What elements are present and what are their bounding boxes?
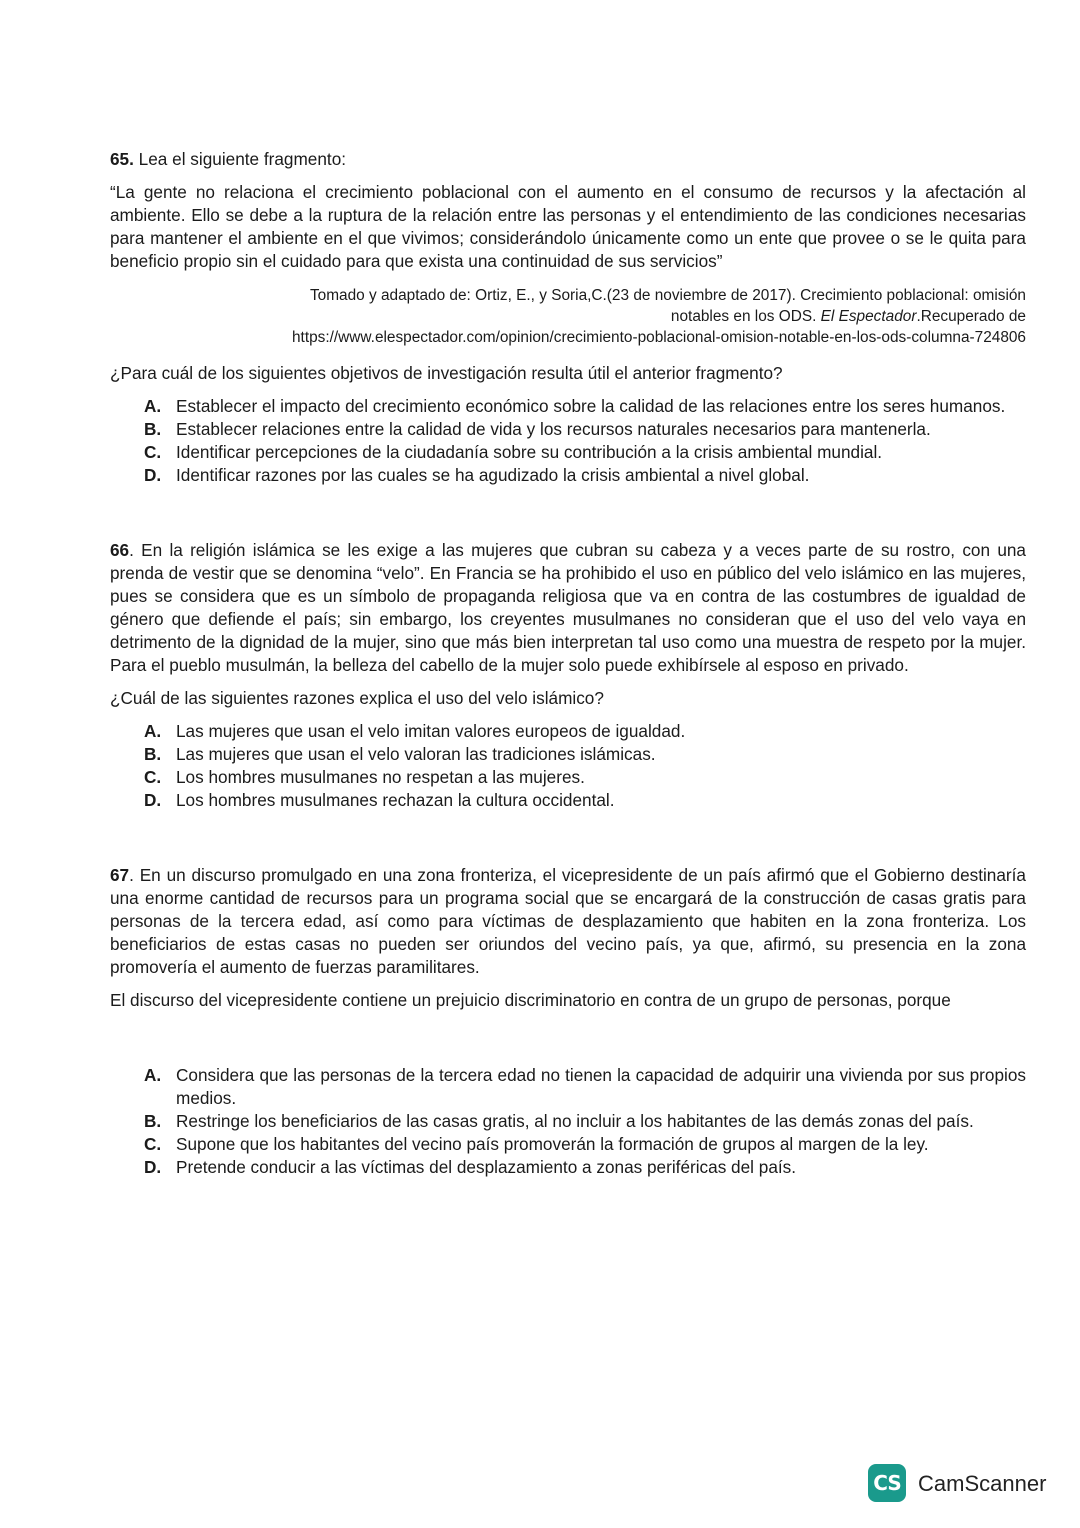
answer-option: [144, 789, 1026, 812]
question-stem-text: . En la religión islámica se les exige a las mujeres que cubran su cabeza y a veces parte de su rostro, con una prenda de vestir que se denomina “velo”. En Francia se ha prohibido el uso en público del velo islámico en las mujeres, pues se considera que es un símbolo de propaganda religiosa que va en contra de las costumbres de igualdad de género que defiende el país; sin embargo, los creyentes musulmanes no consideran que el uso del velo vaya en detrimento de la dignidad de la mujer, sino que más bien interpretan tal uso como una muestra de respeto por la mujer. Para el pueblo musulmán, la belleza del cabello de la mujer solo puede exhibírsele al esposo en privado.: [110, 540, 1026, 675]
answer-option: [144, 766, 1026, 789]
option-text: Supone que los habitantes del vecino país promoverán la formación de grupos al margen de la ley.: [176, 1134, 929, 1154]
option-text: Identificar percepciones de la ciudadanía sobre su contribución a la crisis ambiental mundial.: [176, 442, 883, 462]
camscanner-watermark: [868, 1464, 1046, 1502]
answer-option: [144, 395, 1026, 418]
question-prompt: ¿Para cuál de los siguientes objetivos de investigación resulta útil el anterior fragmento?: [110, 363, 783, 383]
option-letter: C.: [144, 1134, 162, 1154]
option-letter: C.: [144, 442, 162, 462]
option-letter: C.: [144, 767, 162, 787]
option-letter: D.: [144, 790, 162, 810]
exam-page: [110, 148, 1026, 1179]
answer-options: [110, 720, 1026, 812]
option-letter: D.: [144, 1157, 162, 1177]
citation-url: https://www.elespectador.com/opinion/crecimiento-poblacional-omision-notable-en-los-ods-columna-724806: [291, 329, 1026, 346]
question-65-intro: [110, 148, 1026, 171]
option-text: Restringe los beneficiarios de las casas gratis, al no incluir a los habitantes de las demás zonas del país.: [176, 1111, 974, 1131]
question-number: 67: [110, 865, 130, 885]
citation-line: Tomado y adaptado de: Ortiz, E., y Soria,C.(23 de noviembre de 2017). Crecimiento poblacional: omisión: [309, 287, 1026, 304]
option-text: Las mujeres que usan el velo imitan valores europeos de igualdad.: [176, 721, 686, 741]
option-text: Establecer relaciones entre la calidad de vida y los recursos naturales necesarios para mantenerla.: [176, 419, 931, 439]
answer-option: [144, 418, 1026, 441]
question-stem: [110, 539, 1026, 677]
option-text: Los hombres musulmanes rechazan la cultura occidental.: [176, 790, 615, 810]
question-67: [110, 864, 1026, 1179]
question-number: 65.: [110, 149, 134, 169]
question-number: 66: [110, 540, 130, 560]
answer-option: [144, 464, 1026, 487]
answer-option: [144, 1110, 1026, 1133]
citation-source: El Espectador: [820, 308, 917, 325]
option-text: Las mujeres que usan el velo valoran las tradiciones islámicas.: [176, 744, 656, 764]
question-prompt: ¿Cuál de las siguientes razones explica el uso del velo islámico?: [110, 688, 604, 708]
question-66: [110, 539, 1026, 812]
option-text: Identificar razones por las cuales se ha agudizado la crisis ambiental a nivel global.: [176, 465, 810, 485]
citation-text: .Recuperado de: [916, 308, 1026, 325]
question-prompt: El discurso del vicepresidente contiene un prejuicio discriminatorio en contra de un grupo de personas, porque: [110, 990, 951, 1010]
answer-options: [110, 395, 1026, 487]
option-letter: B.: [144, 744, 162, 764]
question-intro-text: Lea el siguiente fragmento:: [133, 149, 347, 169]
option-text: Considera que las personas de la tercera edad no tienen la capacidad de adquirir una vivienda por sus propios medios.: [176, 1065, 1026, 1108]
question-65: [110, 148, 1026, 487]
option-letter: A.: [144, 1065, 162, 1085]
option-text: Los hombres musulmanes no respetan a las mujeres.: [176, 767, 585, 787]
option-letter: D.: [144, 465, 162, 485]
option-letter: B.: [144, 419, 162, 439]
option-letter: A.: [144, 396, 162, 416]
citation-line: [110, 306, 1026, 327]
question-stem: [110, 864, 1026, 979]
option-letter: A.: [144, 721, 162, 741]
camscanner-logo-icon: CS: [868, 1464, 906, 1502]
answer-option: [144, 1133, 1026, 1156]
camscanner-name: CamScanner: [918, 1470, 1047, 1496]
answer-option: [144, 1156, 1026, 1179]
answer-option: [144, 743, 1026, 766]
answer-option: [144, 1064, 1026, 1110]
quoted-fragment: “La gente no relaciona el crecimiento poblacional con el aumento en el consumo de recursos y la afectación al ambiente. Ello se debe a la ruptura de la relación entre las personas y el entendimiento de las condiciones necesarias para mantener el ambiente en el que vivimos; considerándolo únicamente como un ente que provee o se le quita para beneficio propio sin el cuidado para que exista una continuidad de sus servicios”: [110, 182, 1026, 271]
option-letter: B.: [144, 1111, 162, 1131]
citation: [110, 285, 1026, 348]
option-text: Establecer el impacto del crecimiento económico sobre la calidad de las relaciones entre los seres humanos.: [176, 396, 1006, 416]
question-stem-text: . En un discurso promulgado en una zona fronteriza, el vicepresidente de un país afirmó que el Gobierno destinaría una enorme cantidad de recursos para un programa social que se encargará de la construcción de casas gratis para personas de la tercera edad, así como para víctimas de desplazamiento que habiten en la zona fronteriza. Los beneficiarios de estas casas no pueden ser oriundos del vecino país, ya que, afirmó, su presencia en la zona promovería el aumento de fuerzas paramilitares.: [110, 865, 1026, 977]
answer-option: [144, 441, 1026, 464]
answer-option: [144, 720, 1026, 743]
option-text: Pretende conducir a las víctimas del desplazamiento a zonas periféricas del país.: [176, 1157, 797, 1177]
answer-options: [110, 1064, 1026, 1179]
citation-text: notables en los ODS.: [670, 308, 821, 325]
